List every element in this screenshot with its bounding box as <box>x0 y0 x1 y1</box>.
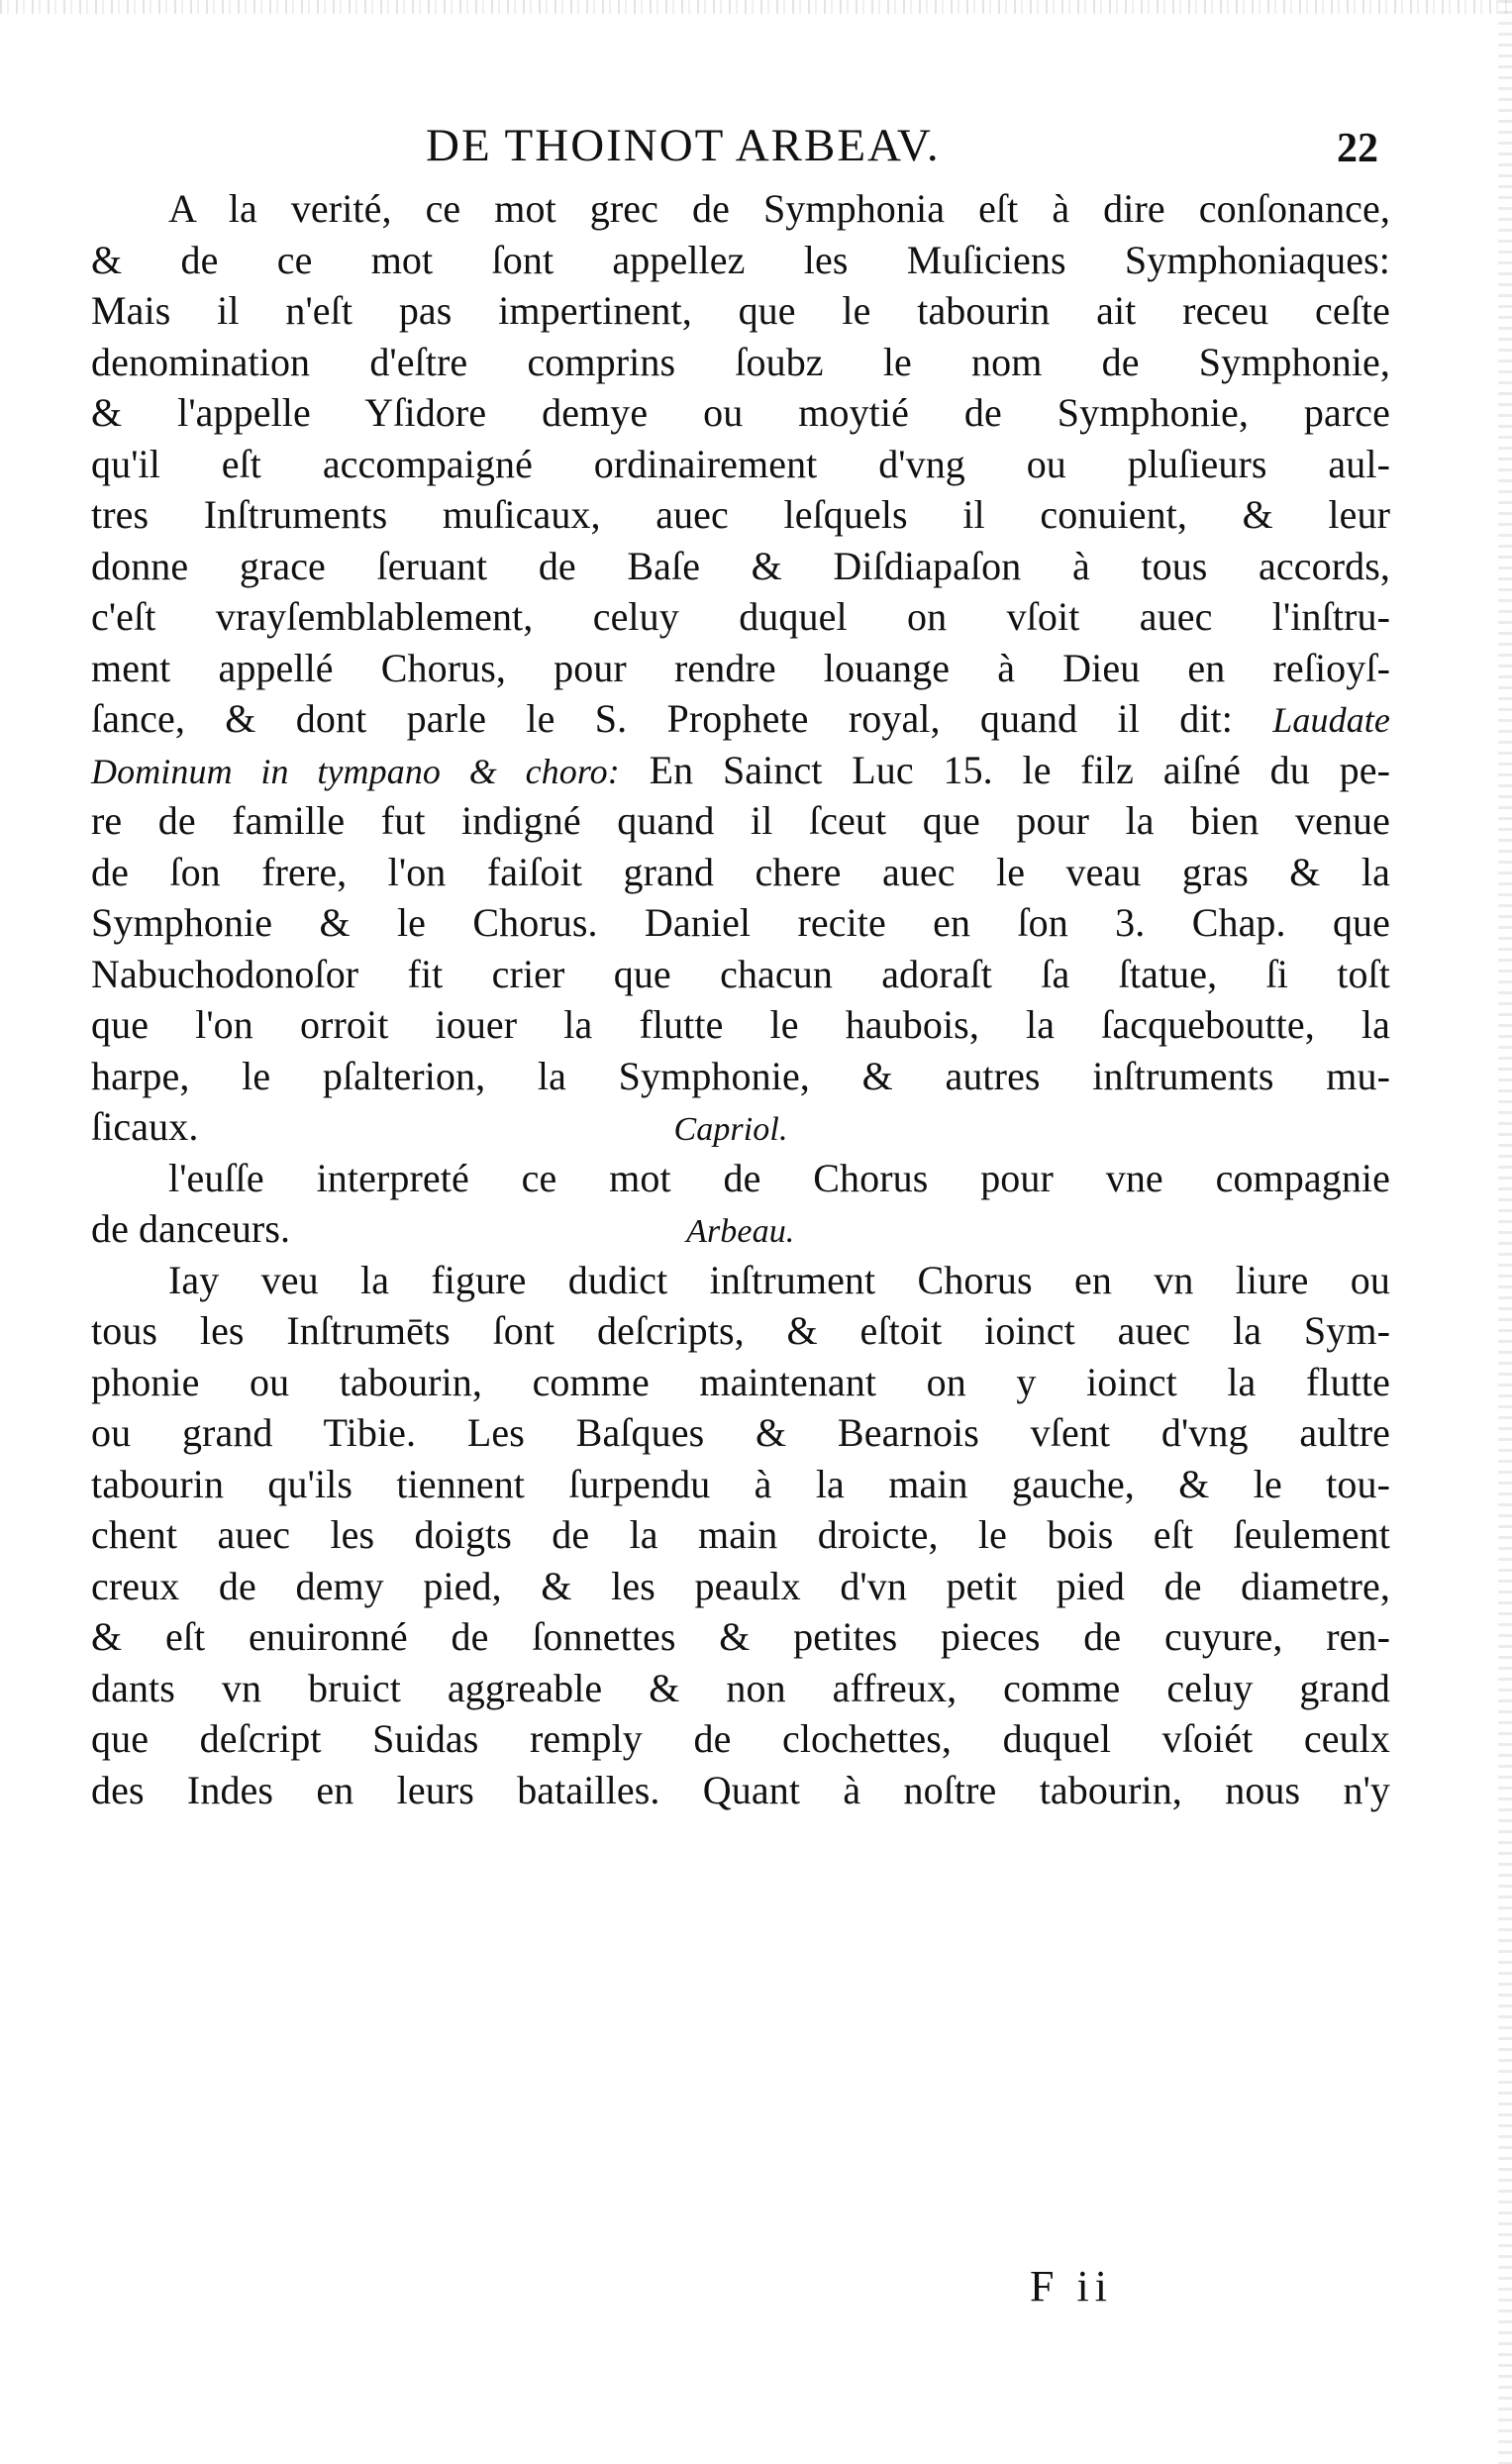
text-line-roman: En Sainct Luc 15. le filz aiſné du pe- <box>649 747 1390 792</box>
text-line: donne grace ſeruant de Baſe & Diſdiapaſon à tous accords, <box>91 543 1390 588</box>
page-number: 22 <box>1337 126 1378 171</box>
text-line: Mais il n'eſt pas impertinent, que le tabourin ait receu ceſte <box>91 288 1390 333</box>
text-line-roman: ſicaux. <box>91 1104 199 1149</box>
text-line <box>91 1203 1390 1255</box>
text-line <box>91 745 1390 796</box>
running-title: DE THOINOT ARBEAV. <box>426 120 941 171</box>
signature-mark: F ii <box>1030 2262 1113 2310</box>
running-head <box>89 119 1386 188</box>
text-line: creux de demy pied, & les peaulx d'vn petit pied de diametre, <box>91 1563 1390 1608</box>
text-line: qu'il eſt accompaigné ordinairement d'vng ou pluſieurs aul- <box>91 441 1390 486</box>
text-line-roman: de danceurs. <box>91 1206 291 1251</box>
text-line: des Indes en leurs batailles. Quant à noſtre tabourin, nous n'y <box>91 1767 1390 1812</box>
text-line: harpe, le pſalterion, la Symphonie, & autres inſtruments mu- <box>91 1053 1390 1098</box>
text-line: phonie ou tabourin, comme maintenant on y ioinct la flutte <box>91 1359 1390 1404</box>
latin-quotation: Dominum in tympano & choro: <box>91 751 620 791</box>
text-line <box>91 1101 1390 1153</box>
scan-edge-right <box>1498 0 1512 2464</box>
speaker-capriol: Capriol. <box>673 1111 788 1148</box>
text-line: c'eſt vrayſemblablement, celuy duquel on vſoit auec l'inſtru- <box>91 594 1390 639</box>
text-line-roman: ſance, & dont parle le S. Prophete royal, quand il dit: <box>91 696 1233 741</box>
body-text <box>91 183 1390 1815</box>
text-line: l'euſſe interpreté ce mot de Chorus pour vne compagnie <box>168 1155 1390 1200</box>
text-line: tous les Inſtrumēts ſont deſcripts, & eſtoit ioinct auec la Sym- <box>91 1308 1390 1353</box>
text-line: & eſt enuironné de ſonnettes & petites pieces de cuyure, ren- <box>91 1614 1390 1659</box>
text-line: & l'appelle Yſidore demye ou moytié de Symphonie, parce <box>91 390 1390 435</box>
scan-edge-top <box>0 0 1512 14</box>
text-line: de ſon frere, l'on faiſoit grand chere auec le veau gras & la <box>91 849 1390 894</box>
text-line: denomination d'eſtre comprins ſoubz le nom de Symphonie, <box>91 339 1390 384</box>
text-line: tres Inſtruments muſicaux, auec leſquels il conuient, & leur <box>91 492 1390 537</box>
text-line: chent auec les doigts de la main droicte, le bois eſt ſeulement <box>91 1512 1390 1557</box>
text-line: ou grand Tibie. Les Baſques & Bearnois vſent d'vng aultre <box>91 1410 1390 1455</box>
text-line: tabourin qu'ils tiennent ſurpendu à la main gauche, & le tou- <box>91 1461 1390 1506</box>
text-line: & de ce mot ſont appellez les Muſiciens Symphoniaques: <box>91 237 1390 282</box>
speaker-arbeau: Arbeau. <box>686 1213 795 1250</box>
text-line: Iay veu la figure dudict inſtrument Chorus en vn liure ou <box>168 1257 1390 1302</box>
text-line <box>91 693 1390 745</box>
text-line: dants vn bruict aggreable & non affreux, comme celuy grand <box>91 1665 1390 1710</box>
text-line: ment appellé Chorus, pour rendre louange à Dieu en reſioyſ- <box>91 645 1390 690</box>
text-line: re de famille fut indigné quand il ſceut que pour la bien venue <box>91 798 1390 843</box>
text-line: que deſcript Suidas remply de clochettes, duquel vſoiét ceulx <box>91 1716 1390 1761</box>
text-line: Nabuchodonoſor fit crier que chacun adoraſt ſa ſtatue, ſi toſt <box>91 951 1390 996</box>
text-line: A la verité, ce mot grec de Symphonia eſt à dire conſonance, <box>168 186 1390 231</box>
latin-quotation: Laudate <box>1272 700 1390 740</box>
text-line: Symphonie & le Chorus. Daniel recite en ſon 3. Chap. que <box>91 900 1390 945</box>
text-line: que l'on orroit iouer la flutte le haubois, la ſacqueboutte, la <box>91 1002 1390 1047</box>
